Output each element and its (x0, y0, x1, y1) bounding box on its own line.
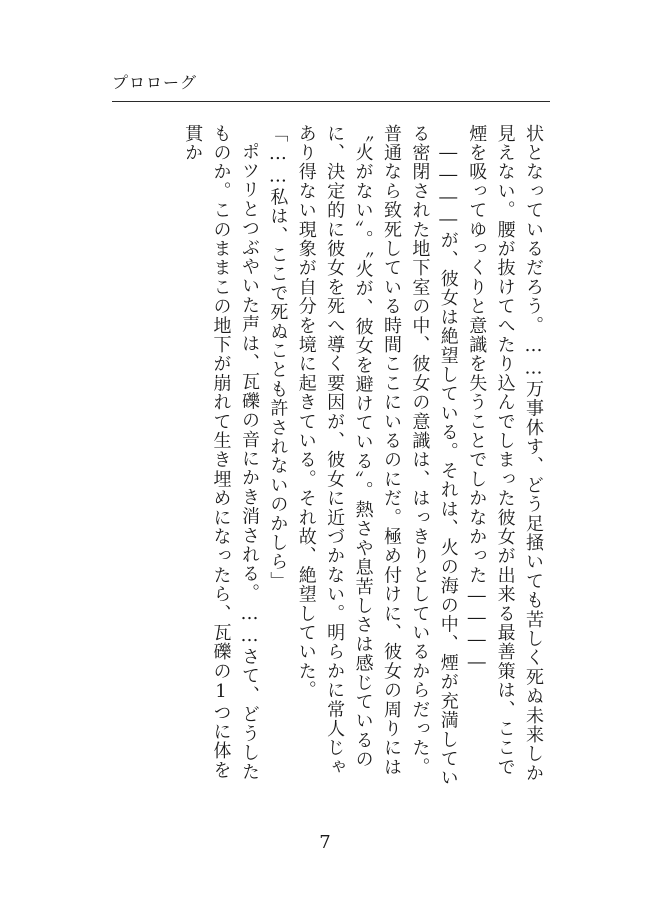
paragraph: ――――が、彼女は絶望している。それは、火の海の中、煙が充満している密閉された地下室の中、彼女の意識は、はっきりとしているからだった。普通なら致死している時間ここにいるのにだ。極め付けに、彼女の周りには〝火がない〟。〝火が、彼女を避けている〟。熱さや息苦しさは感じているのに、決定的に彼女を死へ導く要因が、彼女に近づかない。明らかに常人じゃあり得ない現象が自分を境に起きている。それ故、絶望していた。 (295, 124, 459, 788)
paragraph: ポツリとつぶやいた声は、瓦礫の音にかき消される。……さて、どうしたものか。このままこの地下が崩れて生き埋めになったら、瓦礫の1つに体を貫か (182, 124, 260, 782)
chapter-title: プロローグ (112, 73, 198, 92)
body-text (100, 124, 547, 792)
page-number: 7 (319, 832, 331, 853)
paragraph: 「……私は、ここで死ぬことも許されないのかしら」 (267, 124, 289, 591)
paragraph: 状となっているだろう。……万事休す、どう足掻いても苦しく死ぬ未来しか見えない。腰が抜けてへたり込んでしまった彼女が出来る最善策は、ここで煙を吸ってゆっくりと意識を失うことでしかなかった―――― (466, 124, 544, 783)
header-divider (112, 101, 550, 102)
